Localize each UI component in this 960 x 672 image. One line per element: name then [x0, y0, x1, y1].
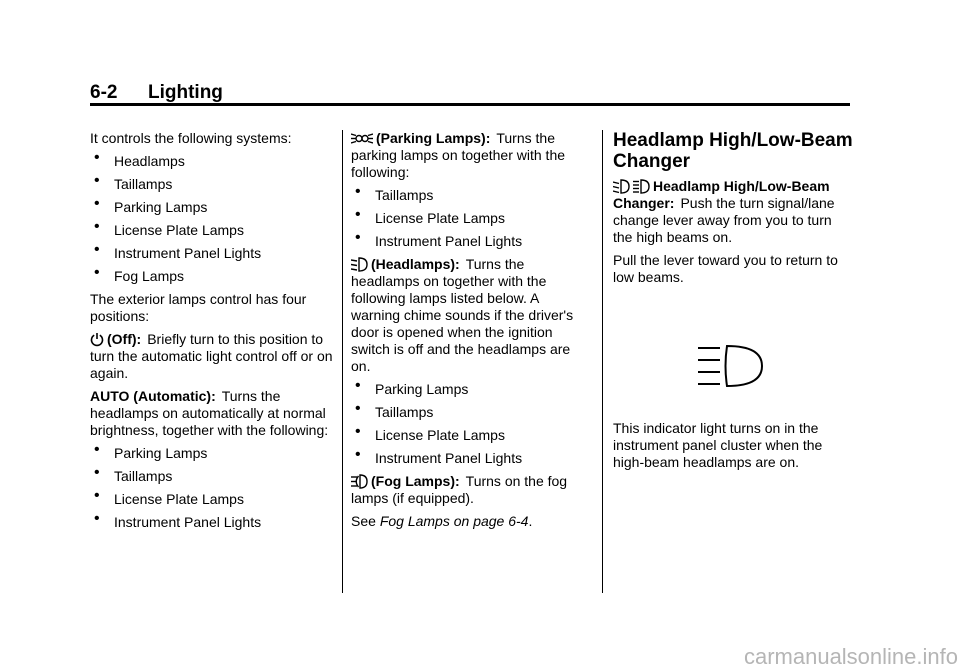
column-divider-2	[602, 130, 603, 593]
section-title: Lighting	[148, 82, 223, 103]
header-rule	[90, 103, 850, 106]
list-item: • Instrument Panel Lights	[94, 510, 262, 530]
headlamps-text: Turns the headlamps on together with the following lamps listed below. A warning chime sounds if the driver's door is opened when the ignition switch is off and the headlamps are on.	[351, 256, 574, 374]
auto-text: Turns the headlamps on automatically at normal brightness, together with the following:	[90, 388, 329, 438]
watermark: carmanualsonline.info	[743, 644, 958, 669]
pull-lever-text: Pull the lever toward you to return to low beams.	[613, 252, 838, 285]
off-paragraph	[90, 331, 335, 382]
list-item: • Fog Lamps	[94, 264, 185, 284]
list-item: • Instrument Panel Lights	[94, 241, 262, 261]
fog-lamps-link[interactable]: Fog Lamps on page 6-4	[379, 513, 529, 529]
headlamps-icon	[351, 257, 368, 272]
changer-label: Headlamp High/Low-Beam Changer:	[613, 178, 830, 211]
page-number: 6-2	[90, 82, 118, 103]
list-item: • License Plate Lamps	[94, 487, 244, 507]
auto-list	[90, 441, 335, 531]
parking-paragraph	[351, 130, 591, 181]
fog-paragraph	[351, 473, 591, 507]
column-divider-1	[342, 130, 343, 593]
list-item: • Taillamps	[94, 172, 173, 192]
list-item: • Instrument Panel Lights	[355, 446, 523, 466]
indicator-text: This indicator light turns on in the instrument panel cluster when the high-beam headlamps are on.	[613, 420, 823, 470]
parking-list	[351, 183, 591, 250]
headlamps-list	[351, 377, 591, 467]
changer-text: Push the turn signal/lane change lever away from you to turn the high beams on.	[613, 195, 835, 245]
power-off-icon	[90, 332, 104, 347]
list-item: • Parking Lamps	[355, 377, 469, 397]
list-item: • License Plate Lamps	[355, 206, 505, 226]
list-item: • Instrument Panel Lights	[355, 229, 523, 249]
list-item: • Parking Lamps	[94, 195, 208, 215]
systems-list	[90, 149, 335, 285]
auto-label: AUTO (Automatic):	[90, 388, 216, 404]
indicator-caption-block	[613, 420, 853, 477]
list-item: • Taillamps	[355, 400, 434, 420]
list-item: • Taillamps	[94, 464, 173, 484]
parking-lamps-icon	[351, 131, 373, 146]
off-text: Briefly turn to this position to turn the automatic light control off or on again.	[90, 331, 333, 381]
list-item: • Taillamps	[355, 183, 434, 203]
column-2	[351, 130, 591, 536]
fog-lamps-icon	[351, 474, 368, 489]
low-beam-icon	[613, 179, 630, 194]
list-item: • License Plate Lamps	[94, 218, 244, 238]
list-item: • License Plate Lamps	[355, 423, 505, 443]
fog-text: Turns on the fog lamps (if equipped).	[351, 473, 568, 506]
high-beam-icon	[633, 179, 650, 194]
column-1	[90, 130, 335, 537]
parking-text: Turns the parking lamps on together with the following:	[351, 130, 566, 180]
section-heading: Headlamp High/Low-Beam Changer	[613, 130, 853, 172]
headlamps-paragraph	[351, 256, 591, 375]
column-3	[613, 130, 853, 292]
intro-text: It controls the following systems:	[90, 130, 292, 146]
changer-paragraph	[613, 178, 853, 246]
parking-label: (Parking Lamps):	[376, 130, 491, 146]
fog-label: (Fog Lamps):	[371, 473, 460, 489]
auto-paragraph	[90, 388, 335, 439]
high-beam-indicator-icon	[696, 344, 766, 388]
headlamps-label: (Headlamps):	[371, 256, 460, 272]
off-label: (Off):	[107, 331, 142, 347]
list-item: • Parking Lamps	[94, 441, 208, 461]
exterior-lamps-text: The exterior lamps control has four positions:	[90, 291, 307, 324]
see-reference: See Fog Lamps on page 6-4.	[351, 513, 533, 529]
list-item: • Headlamps	[94, 149, 185, 169]
